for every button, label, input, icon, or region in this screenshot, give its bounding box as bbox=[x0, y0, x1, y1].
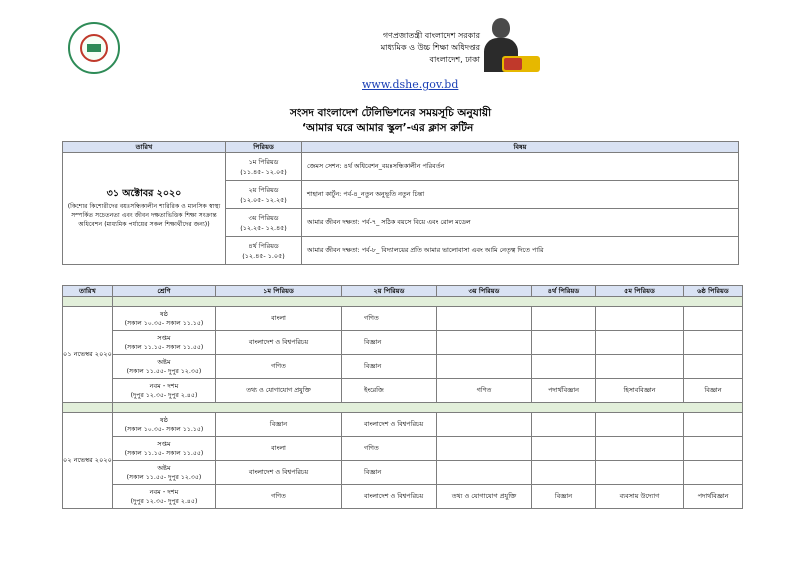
header-period-4: ৪র্থ পিরিয়ড bbox=[532, 286, 596, 297]
day-separator-row bbox=[63, 403, 743, 413]
table-row bbox=[63, 379, 743, 403]
mujib-100-logo-icon bbox=[502, 56, 540, 72]
period-cell: বিজ্ঞান bbox=[342, 461, 437, 485]
period-cell bbox=[437, 437, 532, 461]
table-row bbox=[63, 307, 743, 331]
period-cell: ২য় পিরিয়ড (১২.০৫- ১২.২৫) bbox=[226, 181, 302, 209]
table-row bbox=[63, 413, 743, 437]
header-text bbox=[300, 30, 480, 66]
period-cell bbox=[437, 413, 532, 437]
period-cell: বাংলাদেশ ও বিশ্বপরিচয় bbox=[342, 413, 437, 437]
tv-schedule-table bbox=[62, 141, 739, 265]
page-title-line-2: ‘আমার ঘরে আমার স্কুল’-এর ক্লাস রুটিন bbox=[302, 122, 474, 134]
subject-cell: আমার জীবন দক্ষতা: পর্ব-৮_ বিদ্যালয়ের প্রতি আমার ভালোবাসা এবং আমি নেতৃত্ব দিতে পারি bbox=[302, 237, 739, 265]
period-cell bbox=[532, 307, 596, 331]
period-cell: ব্যবসায় উদ্যোগ bbox=[596, 485, 684, 509]
header-class: শ্রেণি bbox=[113, 286, 216, 297]
period-cell bbox=[437, 355, 532, 379]
period-cell bbox=[532, 437, 596, 461]
class-cell: সপ্তম (সকাল ১১.১৫- সকাল ১১.৫৫) bbox=[113, 437, 216, 461]
subject-cell: শাহানা কার্টুন: পর্ব-৪_নতুন অনুভূতি নতুন চিন্তা bbox=[302, 181, 739, 209]
header-date: তারিখ bbox=[63, 142, 226, 153]
table-row bbox=[63, 355, 743, 379]
subject-cell: আমার জীবন দক্ষতা: পর্ব-৭_ সঠিক বয়সে বিয়ে এবং রোল মডেল bbox=[302, 209, 739, 237]
period-cell bbox=[437, 461, 532, 485]
day-separator-row bbox=[63, 297, 743, 307]
page-title-line-1: সংসদ বাংলাদেশ টেলিভিশনের সময়সূচি অনুযায়ী bbox=[290, 107, 492, 119]
header-subject: বিষয় bbox=[302, 142, 739, 153]
session-note: (কিশোর কিশোরীদের বয়ঃসন্ধিকালীন শারিরিক ও মানসিক স্বাস্থ্য সম্পর্কিত সচেতনতা এবং জীবন দক্ষতাভিত্তিক শিক্ষা সংক্রান্ত অধিবেশন (মাধ্যমিক পর্যায়ের সকল শিক্ষার্থীদের জন্য)) bbox=[67, 203, 221, 228]
period-cell: বাংলা bbox=[216, 437, 342, 461]
period-cell: হিসাববিজ্ঞান bbox=[596, 379, 684, 403]
table-header-row bbox=[63, 286, 743, 297]
header-period-2: ২য় পিরিয়ড bbox=[342, 286, 437, 297]
header-period-1: ১ম পিরিয়ড bbox=[216, 286, 342, 297]
period-cell: তথ্য ও যোগাযোগ প্রযুক্তি bbox=[437, 485, 532, 509]
period-cell bbox=[684, 307, 743, 331]
period-cell: গণিত bbox=[437, 379, 532, 403]
day-date-cell: ০১ নভেম্বর ২০২০ bbox=[63, 307, 113, 403]
table-header-row bbox=[63, 142, 739, 153]
period-cell bbox=[596, 461, 684, 485]
period-cell bbox=[596, 437, 684, 461]
period-cell bbox=[437, 331, 532, 355]
period-cell: বাংলাদেশ ও বিশ্বপরিচয় bbox=[342, 485, 437, 509]
period-cell bbox=[596, 355, 684, 379]
class-cell: ষষ্ঠ (সকাল ১০.৩৫- সকাল ১১.১৫) bbox=[113, 307, 216, 331]
header-date: তারিখ bbox=[63, 286, 113, 297]
header-line-1: গণপ্রজাতন্ত্রী বাংলাদেশ সরকার bbox=[382, 31, 480, 40]
period-cell bbox=[596, 413, 684, 437]
period-cell bbox=[532, 331, 596, 355]
period-cell: বিজ্ঞান bbox=[532, 485, 596, 509]
period-cell: গণিত bbox=[342, 437, 437, 461]
class-cell: ষষ্ঠ (সকাল ১০.৩৫- সকাল ১১.১৫) bbox=[113, 413, 216, 437]
session-date: ৩১ অক্টোবর ২০২০ bbox=[106, 188, 182, 199]
period-cell bbox=[596, 307, 684, 331]
period-cell: পদার্থবিজ্ঞান bbox=[532, 379, 596, 403]
website-link[interactable]: www.dshe.gov.bd bbox=[362, 78, 459, 91]
day-date-cell: ০২ নভেম্বর ২০২০ bbox=[63, 413, 113, 509]
period-cell: গণিত bbox=[216, 485, 342, 509]
period-cell: বাংলাদেশ ও বিশ্বপরিচয় bbox=[216, 331, 342, 355]
period-cell bbox=[437, 307, 532, 331]
period-cell: গণিত bbox=[342, 307, 437, 331]
class-cell: অষ্টম (সকাল ১১.৫৫- দুপুর ১২.৩৫) bbox=[113, 461, 216, 485]
header-period: পিরিয়ড bbox=[226, 142, 302, 153]
header-line-3: বাংলাদেশ, ঢাকা bbox=[429, 55, 480, 64]
subject-cell: জেমস সেশন: ৪র্থ অধিবেশন_বয়ঃসন্ধিকালীন পরিবর্তন bbox=[302, 153, 739, 181]
period-cell bbox=[684, 331, 743, 355]
period-cell bbox=[532, 355, 596, 379]
period-cell bbox=[532, 461, 596, 485]
class-routine-table bbox=[62, 285, 743, 509]
period-cell: তথ্য ও যোগাযোগ প্রযুক্তি bbox=[216, 379, 342, 403]
period-cell bbox=[684, 461, 743, 485]
period-cell: ১ম পিরিয়ড (১১.৪৫- ১২.০৫) bbox=[226, 153, 302, 181]
table-row bbox=[63, 331, 743, 355]
header-period-6: ৬ষ্ঠ পিরিয়ড bbox=[684, 286, 743, 297]
period-cell bbox=[684, 355, 743, 379]
class-cell: নবম - দশম (দুপুর ১২.৩৫- দুপুর ২.৪৫) bbox=[113, 379, 216, 403]
period-cell: বিজ্ঞান bbox=[684, 379, 743, 403]
date-cell bbox=[63, 153, 226, 265]
period-cell bbox=[532, 413, 596, 437]
header-line-2: মাধ্যমিক ও উচ্চ শিক্ষা অধিদপ্তর bbox=[380, 43, 480, 52]
period-cell: বিজ্ঞান bbox=[342, 355, 437, 379]
class-cell: নবম - দশম (দুপুর ১২.৩৫- দুপুর ২.৪৫) bbox=[113, 485, 216, 509]
class-cell: সপ্তম (সকাল ১১.১৫- সকাল ১১.৫৫) bbox=[113, 331, 216, 355]
table-row bbox=[63, 461, 743, 485]
period-cell bbox=[684, 413, 743, 437]
table-row bbox=[63, 485, 743, 509]
header-period-3: ৩য় পিরিয়ড bbox=[437, 286, 532, 297]
table-row bbox=[63, 437, 743, 461]
period-cell: ৪র্থ পিরিয়ড (১২.৪৫- ১.০৫) bbox=[226, 237, 302, 265]
header-period-5: ৫ম পিরিয়ড bbox=[596, 286, 684, 297]
period-cell: বাংলা bbox=[216, 307, 342, 331]
period-cell: বিজ্ঞান bbox=[216, 413, 342, 437]
period-cell: পদার্থবিজ্ঞান bbox=[684, 485, 743, 509]
period-cell bbox=[684, 437, 743, 461]
period-cell: গণিত bbox=[216, 355, 342, 379]
table-row bbox=[63, 153, 739, 181]
period-cell: ইংরেজি bbox=[342, 379, 437, 403]
period-cell: বিজ্ঞান bbox=[342, 331, 437, 355]
dshe-logo-icon bbox=[68, 22, 120, 74]
period-cell bbox=[596, 331, 684, 355]
period-cell: ৩য় পিরিয়ড (১২.২৫- ১২.৪৫) bbox=[226, 209, 302, 237]
period-cell: বাংলাদেশ ও বিশ্বপরিচয় bbox=[216, 461, 342, 485]
class-cell: অষ্টম (সকাল ১১.৫৫- দুপুর ১২.৩৫) bbox=[113, 355, 216, 379]
